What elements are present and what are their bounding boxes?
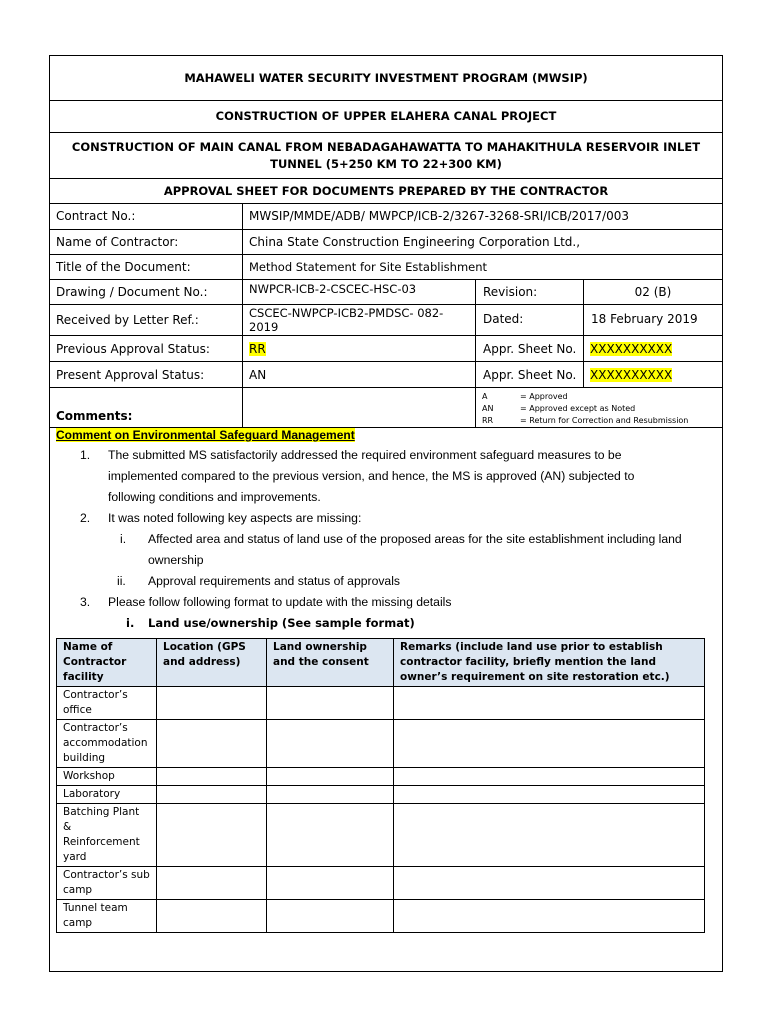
present-status-label: Present Approval Status: <box>56 368 205 382</box>
header-facility: Name of Contractor facility <box>57 639 157 687</box>
table-row <box>57 720 705 768</box>
header-location: Location (GPS and address) <box>157 639 267 687</box>
location-cell[interactable] <box>157 720 267 768</box>
subsection-heading: Land use/ownership (See sample format) <box>148 616 415 630</box>
present-status-value: AN <box>249 368 267 382</box>
table-row <box>57 786 705 804</box>
facility-name: Tunnel team camp <box>57 900 157 933</box>
contractor-value: China State Construction Engineering Corporation Ltd., <box>249 235 581 249</box>
legend-meaning-a: = Approved <box>520 392 568 401</box>
remarks-cell[interactable] <box>394 867 705 900</box>
remarks-cell[interactable] <box>394 786 705 804</box>
legend-code-an: AN <box>482 404 494 413</box>
item2-text: It was noted following key aspects are missing: <box>108 511 362 525</box>
ownership-cell[interactable] <box>267 900 394 933</box>
ownership-cell[interactable] <box>267 804 394 867</box>
remarks-cell[interactable] <box>394 900 705 933</box>
program-title: MAHAWELI WATER SECURITY INVESTMENT PROGRAM (MWSIP) <box>184 70 588 85</box>
item1-number: 1. <box>80 448 91 462</box>
location-cell[interactable] <box>157 804 267 867</box>
prev-status-label: Previous Approval Status: <box>56 342 210 356</box>
location-cell[interactable] <box>157 900 267 933</box>
subsection-number: i. <box>126 616 135 630</box>
letter-ref-label: Received by Letter Ref.: <box>56 313 199 327</box>
letter-ref-value: CSCEC-NWPCP-ICB2-PMDSC- 082-2019 <box>249 306 444 334</box>
doc-no-value: NWPCR-ICB-2-CSCEC-HSC-03 <box>249 282 417 296</box>
location-cell[interactable] <box>157 687 267 720</box>
table-row <box>57 900 705 933</box>
comment-heading: Comment on Environmental Safeguard Management <box>56 428 355 442</box>
contract-no-value: MWSIP/MMDE/ADB/ MWPCP/ICB-2/3267-3268-SRI/ICB/2017/003 <box>249 209 629 223</box>
prev-sheet-value: XXXXXXXXXX <box>590 342 673 356</box>
legend-code-rr: RR <box>482 416 494 425</box>
legend-meaning-rr: = Return for Correction and Resubmission <box>520 416 689 425</box>
location-cell[interactable] <box>157 768 267 786</box>
remarks-cell[interactable] <box>394 768 705 786</box>
comments-label: Comments: <box>56 409 133 423</box>
facility-name: Contractor’s office <box>57 687 157 720</box>
project-title: CONSTRUCTION OF UPPER ELAHERA CANAL PROJECT <box>49 100 723 132</box>
prev-status-value: RR <box>249 342 266 356</box>
header-remarks: Remarks (include land use prior to establish contractor facility, briefly mention the land owner’s requirement on site restoration etc.) <box>394 639 705 687</box>
ownership-cell[interactable] <box>267 687 394 720</box>
header-ownership: Land ownership and the consent <box>267 639 394 687</box>
ownership-cell[interactable] <box>267 720 394 768</box>
doc-title-label: Title of the Document: <box>56 260 191 274</box>
remarks-cell[interactable] <box>394 804 705 867</box>
revision-value: 02 (B) <box>634 285 672 299</box>
item1-line2: implemented compared to the previous version, and hence, the MS is approved (AN) subjected to <box>108 469 635 483</box>
prev-sheet-label: Appr. Sheet No. <box>483 342 577 356</box>
table-row <box>57 867 705 900</box>
sub-i-number: i. <box>120 532 127 546</box>
ownership-cell[interactable] <box>267 768 394 786</box>
sub-i-line2: ownership <box>148 553 204 567</box>
remarks-cell[interactable] <box>394 720 705 768</box>
revision-label: Revision: <box>483 285 538 299</box>
doc-no-label: Drawing / Document No.: <box>56 285 208 299</box>
present-sheet-value: XXXXXXXXXX <box>590 368 673 382</box>
remarks-cell[interactable] <box>394 687 705 720</box>
item3-number: 3. <box>80 595 91 609</box>
item2-number: 2. <box>80 511 91 525</box>
dated-value: 18 February 2019 <box>591 312 698 326</box>
location-cell[interactable] <box>157 786 267 804</box>
sub-ii-number: ii. <box>117 574 126 588</box>
contractor-label: Name of Contractor: <box>56 235 179 249</box>
legend-meaning-an: = Approved except as Noted <box>520 404 636 413</box>
location-cell[interactable] <box>157 867 267 900</box>
facility-name: Contractor’s sub camp <box>57 867 157 900</box>
present-sheet-label: Appr. Sheet No. <box>483 368 577 382</box>
item1-line3: following conditions and improvements. <box>108 490 321 504</box>
facility-name: Workshop <box>57 768 157 786</box>
item3-text: Please follow following format to update with the missing details <box>108 595 452 609</box>
table-row <box>57 687 705 720</box>
ownership-cell[interactable] <box>267 786 394 804</box>
table-row <box>57 804 705 867</box>
facility-name: Batching Plant & Reinforcement yard <box>57 804 157 867</box>
legend-code-a: A <box>482 392 488 401</box>
sub-ii-text: Approval requirements and status of approvals <box>148 574 401 588</box>
table-header-row <box>57 639 705 687</box>
sub-i-line1: Affected area and status of land use of the proposed areas for the site establishment including land <box>148 532 682 546</box>
sheet-title: APPROVAL SHEET FOR DOCUMENTS PREPARED BY THE CONTRACTOR <box>49 178 723 203</box>
scope-title: CONSTRUCTION OF MAIN CANAL FROM NEBADAGAHAWATTA TO MAHAKITHULA RESERVOIR INLET TUNNEL (5+250 KM TO 22+300 KM) <box>49 132 723 178</box>
table-row <box>57 768 705 786</box>
dated-label: Dated: <box>483 312 524 326</box>
land-use-table <box>56 638 705 933</box>
facility-name: Laboratory <box>57 786 157 804</box>
facility-name: Contractor’s accommodation building <box>57 720 157 768</box>
item1-line1: The submitted MS satisfactorily addressed the required environment safeguard measures to be <box>108 448 622 462</box>
ownership-cell[interactable] <box>267 867 394 900</box>
doc-title-value: Method Statement for Site Establishment <box>249 260 488 274</box>
contract-no-label: Contract No.: <box>56 209 136 223</box>
